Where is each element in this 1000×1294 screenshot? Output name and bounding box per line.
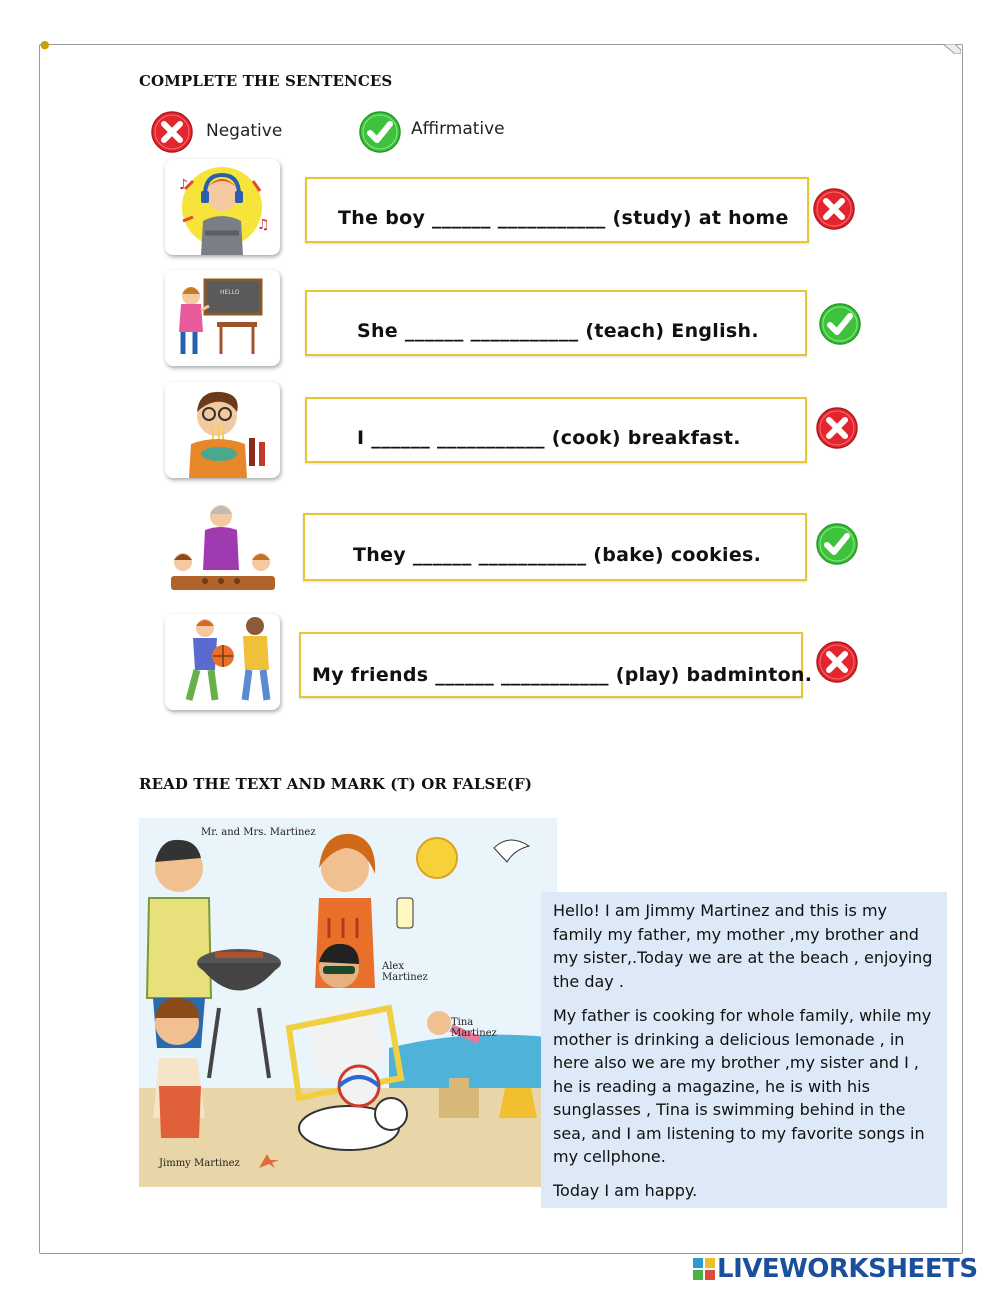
section-title-read: READ THE TEXT AND MARK (T) OR FALSE(F) [139,775,533,793]
sentence-1: The boy ______ ___________ (study) at home [338,207,789,229]
legend-negative-label: Negative [206,121,283,141]
red-x-icon [815,640,859,684]
label-alex: Alex Martinez [382,961,428,983]
boy-headphones-image [165,159,280,255]
sentence-5: My friends ______ ___________ (play) badminton. [312,664,813,686]
red-x-icon [815,406,859,450]
beach-family-illustration [139,818,557,1187]
man-eating-noodles-image [165,382,280,478]
sentence-3: I ______ ___________ (cook) breakfast. [357,427,741,449]
grandmother-baking-image [165,500,280,596]
svg-text:♪: ♪ [179,177,188,193]
page-fold-icon [943,44,961,54]
green-check-icon [358,110,402,154]
red-x-icon [812,187,856,231]
liveworksheets-logo-icon [693,1258,715,1282]
label-tina: Tina Martinez [451,1017,497,1039]
legend-affirmative-label: Affirmative [411,119,505,139]
red-x-icon [150,110,194,154]
sentence-4: They ______ ___________ (bake) cookies. [353,544,762,566]
paragraph-1: Hello! I am Jimmy Martinez and this is my family my father, my mother ,my brother and my sister,.Today we are at the beach , enjoying the day . [553,901,933,991]
pin-icon: ● [40,38,50,51]
paragraph-2: My father is cooking for whole family, while my mother is drinking a delicious lemonade , in here also we are my brother ,my sister and I , he is reading a magazine, he is with his sunglasses , Tina is swimming behind in the sea, and I am listening to my favorite songs in my cellphone. [553,1006,932,1166]
green-check-icon [815,522,859,566]
reading-text-panel [541,892,947,1208]
svg-text:HELLO: HELLO [220,289,240,296]
paragraph-3: Today I am happy. [553,1181,698,1200]
label-parents: Mr. and Mrs. Martinez [201,827,316,838]
teacher-blackboard-image [165,270,280,366]
sentence-2: She ______ ___________ (teach) English. [357,320,759,342]
green-check-icon [818,302,862,346]
label-jimmy: Jimmy Martinez [159,1158,240,1169]
svg-text:♫: ♫ [257,217,270,233]
brand-name: LIVEWORKSHEETS [717,1254,978,1284]
section-title-complete: COMPLETE THE SENTENCES [139,72,393,90]
kids-playing-ball-image [165,614,280,710]
